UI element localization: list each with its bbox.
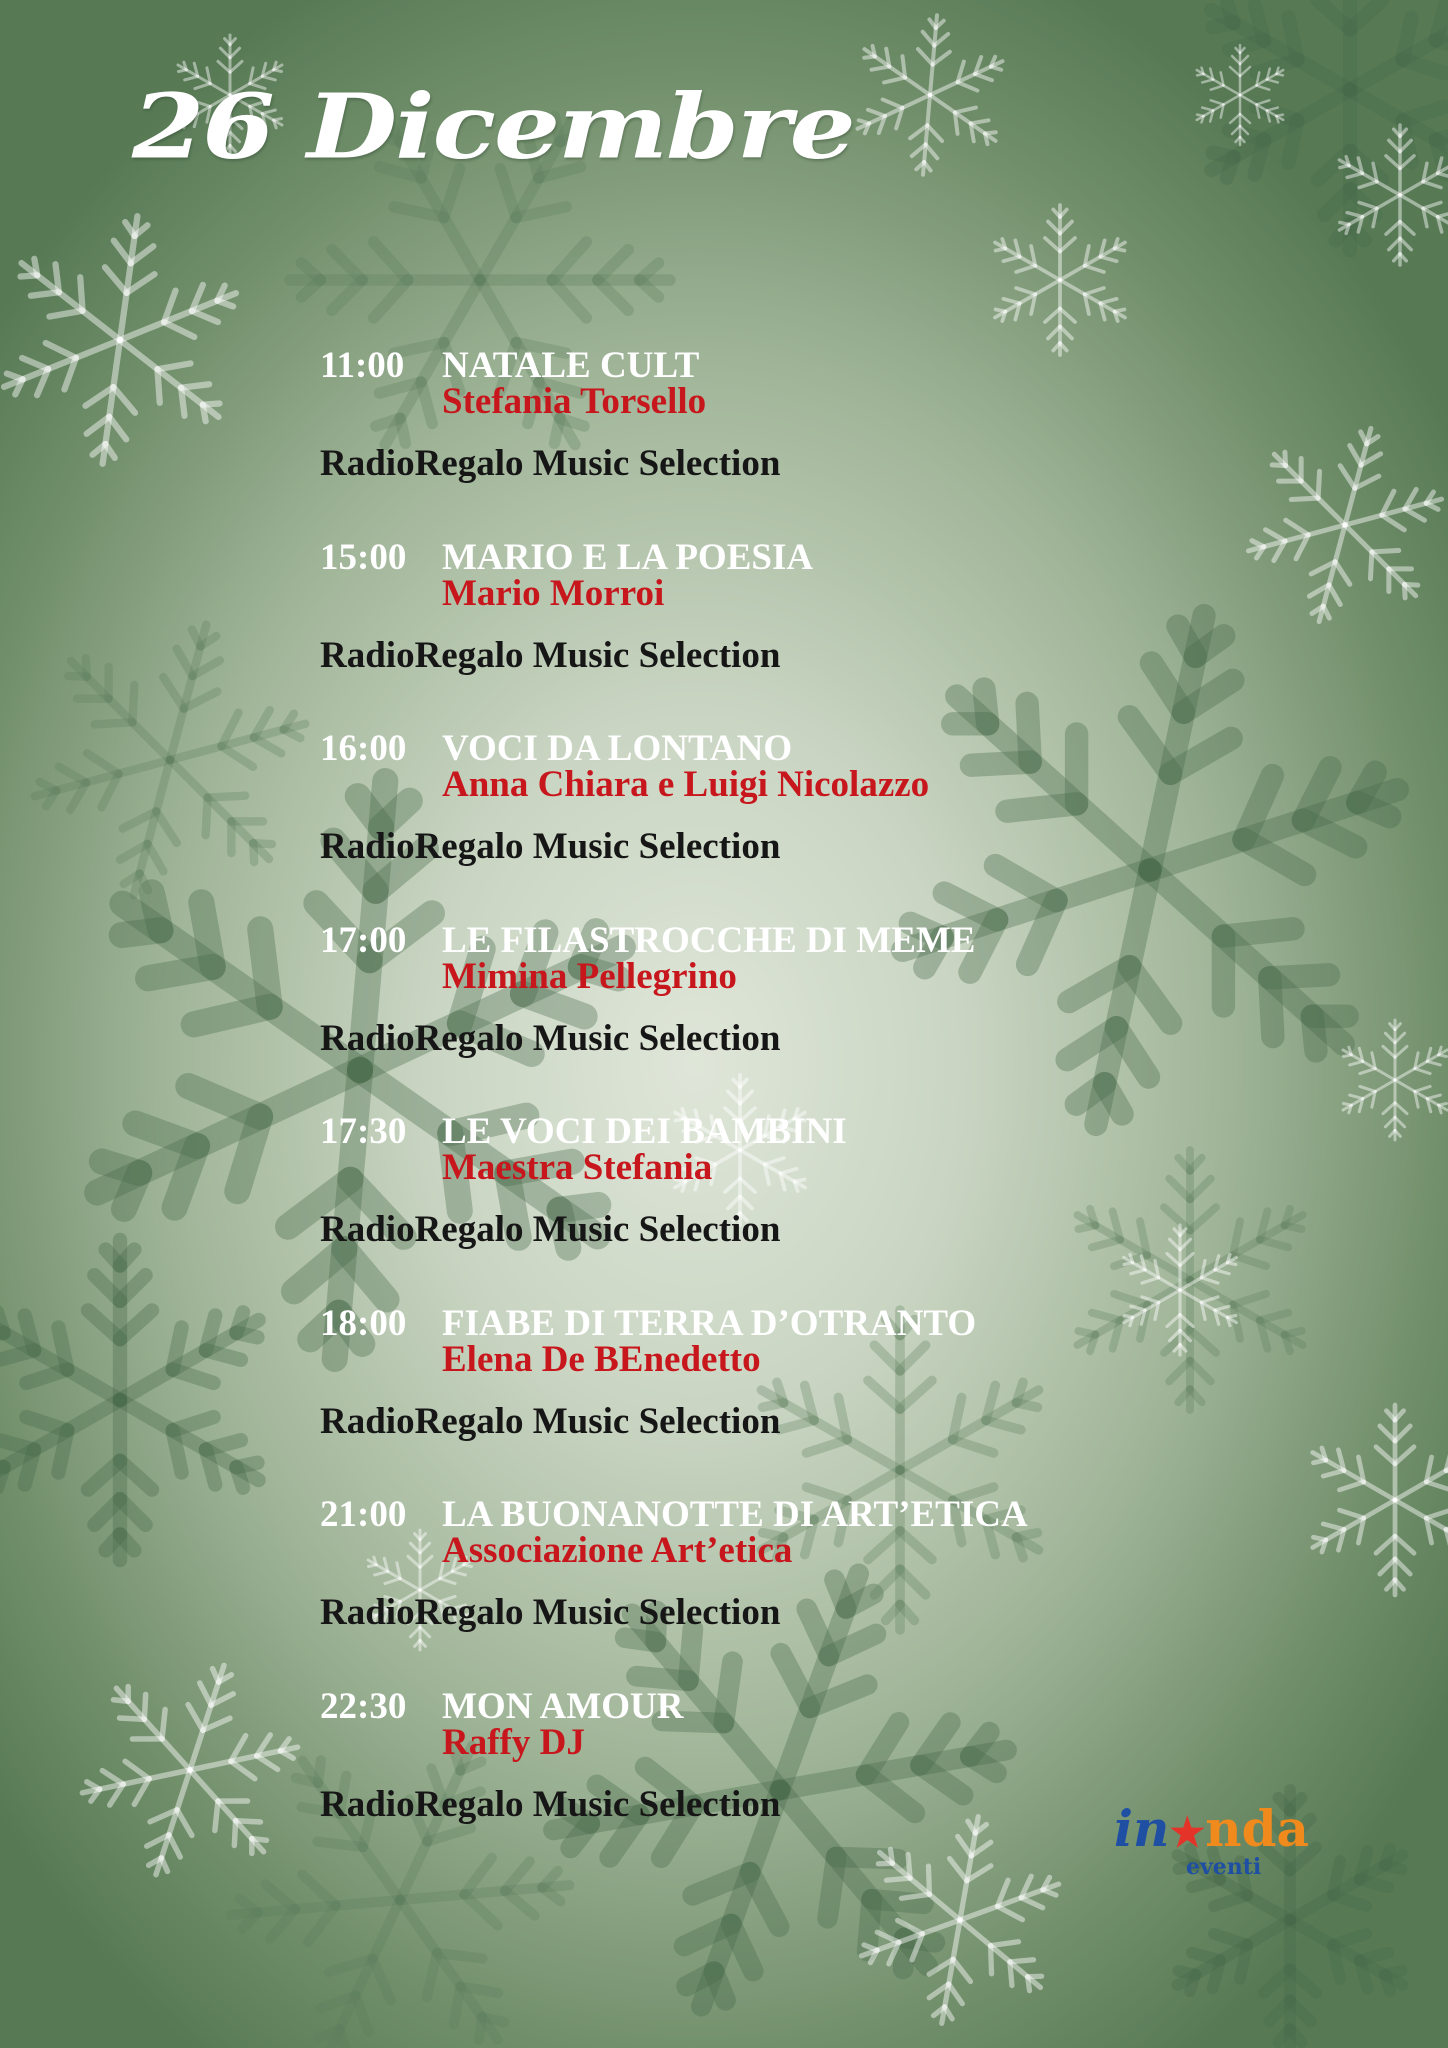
slot-show-title: MON AMOUR [442, 1685, 684, 1727]
slot-host: Elena De BEnedetto [442, 1338, 761, 1380]
slot-time: 22:30 [320, 1685, 407, 1727]
slot-music-selection: RadioRegalo Music Selection [320, 443, 781, 484]
slot-show-title: FIABE DI TERRA D’OTRANTO [442, 1302, 977, 1344]
slot-time: 15:00 [320, 536, 407, 578]
slot-show-title: MARIO E LA POESIA [442, 536, 814, 578]
program-slot [320, 345, 1320, 540]
slot-host: Mimina Pellegrino [442, 955, 737, 997]
slot-music-selection: RadioRegalo Music Selection [320, 1209, 781, 1250]
logo-text-in: in [1114, 1799, 1170, 1858]
program-slot [320, 536, 1320, 732]
inonda-eventi-logo [1114, 1800, 1344, 1890]
slot-music-selection: RadioRegalo Music Selection [320, 826, 781, 867]
slot-time: 11:00 [320, 345, 405, 386]
slot-music-selection: RadioRegalo Music Selection [320, 1592, 781, 1633]
star-icon: ★ [1169, 1809, 1206, 1856]
slot-time: 16:00 [320, 728, 407, 769]
logo-subtitle: eventi [1186, 1854, 1262, 1880]
slot-host: Stefania Torsello [442, 381, 707, 422]
slot-music-selection: RadioRegalo Music Selection [320, 634, 781, 676]
program-slot [320, 919, 1320, 1115]
program-slot [320, 1302, 1320, 1498]
program-slot [320, 1494, 1320, 1689]
slot-time: 17:00 [320, 919, 407, 961]
program-list [320, 345, 1320, 1880]
slot-host: Mario Morroi [442, 572, 665, 614]
slot-time: 17:30 [320, 1111, 407, 1152]
slot-music-selection: RadioRegalo Music Selection [320, 1017, 781, 1059]
slot-show-title: VOCI DA LONTANO [442, 728, 793, 769]
slot-time: 21:00 [320, 1494, 407, 1535]
logo-text-nda: nda [1205, 1799, 1309, 1858]
slot-show-title: LE FILASTROCCHE DI MEME [442, 919, 976, 961]
slot-show-title: LE VOCI DEI BAMBINI [442, 1111, 847, 1152]
program-slot [320, 728, 1320, 923]
slot-time: 18:00 [320, 1302, 407, 1344]
slot-host: Anna Chiara e Luigi Nicolazzo [442, 764, 930, 805]
slot-host: Raffy DJ [442, 1721, 585, 1763]
slot-host: Maestra Stefania [442, 1147, 713, 1188]
program-slot [320, 1111, 1320, 1306]
slot-host: Associazione Art’etica [442, 1530, 793, 1571]
slot-music-selection: RadioRegalo Music Selection [320, 1400, 781, 1442]
slot-show-title: NATALE CULT [442, 345, 700, 386]
slot-music-selection: RadioRegalo Music Selection [320, 1783, 781, 1825]
logo-wordmark [1114, 1800, 1344, 1862]
page-title: 26 Dicembre [132, 73, 854, 180]
slot-show-title: LA BUONANOTTE DI ART’ETICA [442, 1494, 1028, 1535]
